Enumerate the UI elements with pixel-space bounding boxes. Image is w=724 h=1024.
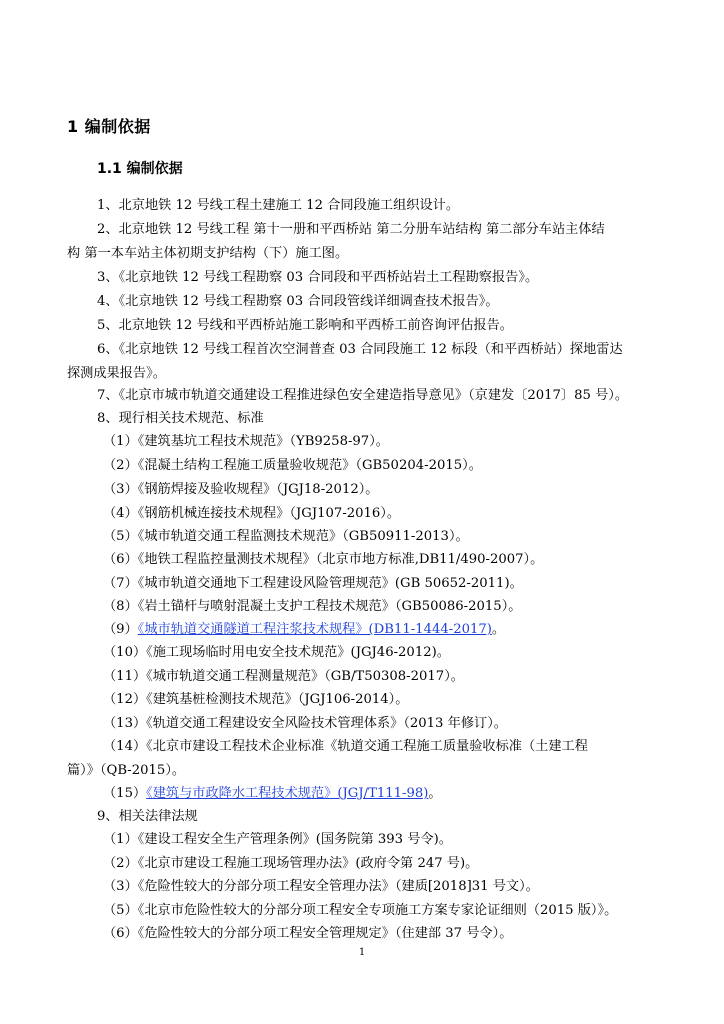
text-line: （5）《北京市危险性较大的分部分项工程安全专项施工方案专家论证细则（2015 版）》。 [103,903,618,918]
text-line: （3）《危险性较大的分部分项工程安全管理办法》（建质[2018]31 号文）。 [103,879,539,894]
line-suffix: 。 [428,786,442,801]
text-line: （2）《混凝土结构工程施工质量验收规范》（GB50204-2015）。 [103,458,482,473]
text-line: 5、北京地铁 12 号线和平西桥站施工影响和平西桥工前咨询评估报告。 [97,318,513,333]
subsection-heading: 1.1 编制依据 [97,161,183,177]
text-line: （1）《建筑基坑工程技术规范》（YB9258-97）。 [103,434,389,449]
text-line: 8、现行相关技术规范、标准 [97,411,264,426]
text-line: 4、《北京地铁 12 号线工程勘察 03 合同段管线详细调查技术报告》。 [97,294,499,309]
reference-link[interactable]: 《建筑与市政降水工程技术规范》(JGJ/T111-98) [146,786,429,801]
section-heading: 1 编制依据 [67,117,151,136]
list-number: （15） [103,786,147,801]
text-line: 篇）》（QB-2015）。 [67,763,186,778]
text-line: 2、北京地铁 12 号线工程 第十一册和平西桥站 第二分册车站结构 第二部分车站主体结 [97,222,605,237]
list-number: （9） [103,622,138,637]
text-line: （11）《城市轨道交通工程测量规范》（GB/T50308-2017）。 [103,669,464,684]
text-line: 3、《北京地铁 12 号线工程勘察 03 合同段和平西桥站岩土工程勘察报告》。 [97,270,539,285]
text-line: （10）《施工现场临时用电安全技术规范》(JGJ46-2012)。 [103,645,450,660]
text-line: （8）《岩土锚杆与喷射混凝土支护工程技术规范》（GB50086-2015）。 [103,599,522,614]
text-line: 探测成果报告》。 [67,366,166,381]
text-line: （2）《北京市建设工程施工现场管理办法》(政府令第 247 号)。 [103,856,479,871]
text-line: 6、《北京地铁 12 号线工程首次空洞普查 03 合同段施工 12 标段（和平西桥站）探地雷达 [97,342,623,357]
line-suffix: 。 [491,622,506,637]
text-line: 7、《北京市城市轨道交通建设工程推进绿色安全建造指导意见》（京建发〔2017〕85 号）。 [97,388,629,403]
text-line: 构 第一本车站主体初期支护结构（下）施工图。 [67,246,349,261]
reference-link[interactable]: 《城市轨道交通隧道工程注浆技术规程》(DB11-1444-2017) [137,622,492,637]
text-line: （13）《轨道交通工程建设安全风险技术管理体系》（2013 年修订）。 [103,716,507,731]
text-line: （3）《钢筋焊接及验收规程》（JGJ18-2012）。 [103,482,379,497]
text-line: （5）《城市轨道交通工程监测技术规范》（GB50911-2013）。 [103,529,469,544]
text-line: （6）《危险性较大的分部分项工程安全管理规定》（住建部 37 号令）。 [103,926,513,941]
page-number: 1 [358,947,366,958]
text-line [103,622,505,638]
text-line: （6）《地铁工程监控量测技术规程》（北京市地方标准,DB11/490-2007）。 [103,552,544,567]
text-line [103,786,442,802]
text-line: （1）《建设工程安全生产管理条例》(国务院第 393 号令)。 [103,832,452,847]
text-line: （14）《北京市建设工程技术企业标准《轨道交通工程施工质量验收标准（土建工程 [103,739,588,754]
text-line: （12）《建筑基桩检测技术规范》（JGJ106-2014）。 [103,692,409,707]
text-line: 9、相关法律法规 [97,809,198,824]
text-line: （7）《城市轨道交通地下工程建设风险管理规范》(GB 50652-2011)。 [103,576,523,591]
text-line: 1、北京地铁 12 号线工程土建施工 12 合同段施工组织设计。 [97,198,460,213]
text-line: （4）《钢筋机械连接技术规程》（JGJ107-2016）。 [103,506,401,521]
